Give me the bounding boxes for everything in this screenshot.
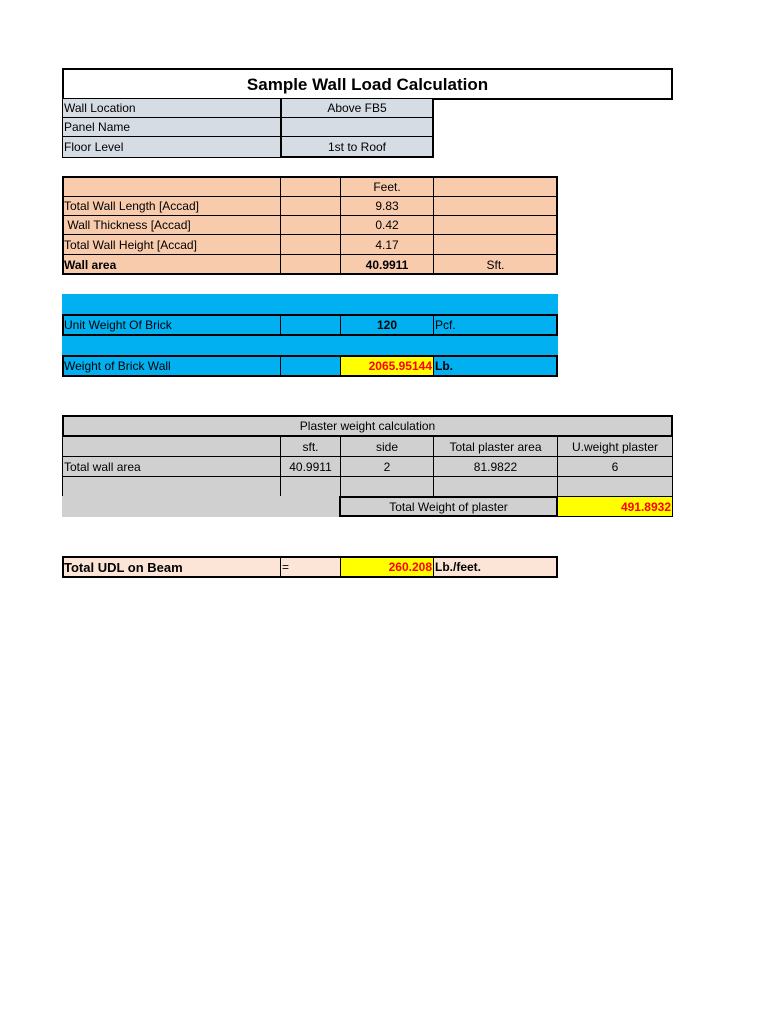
info-label-panel-name: Panel Name (62, 117, 281, 137)
plaster-header-unit-weight: U.weight plaster (557, 436, 673, 457)
plaster-empty-cell (433, 476, 558, 497)
udl-value: 260.208 (340, 556, 434, 578)
udl-label: Total UDL on Beam (62, 556, 281, 578)
dims-value-height[interactable]: 4.17 (340, 234, 434, 255)
udl-row-outline (62, 556, 558, 578)
dims-label-height: Total Wall Height [Accad] (62, 234, 281, 255)
plaster-total-band (62, 496, 341, 517)
brick-wall-weight-value: 2065.95144 (340, 355, 434, 377)
info-value-floor-level[interactable]: 1st to Roof (280, 136, 434, 158)
page-title: Sample Wall Load Calculation (62, 68, 673, 100)
brick-weight-row-outline (62, 355, 558, 377)
info-label-floor-level: Floor Level (62, 136, 281, 158)
info-value-wall-location[interactable]: Above FB5 (280, 98, 434, 118)
plaster-empty-cell (340, 476, 434, 497)
dims-value-length[interactable]: 9.83 (340, 196, 434, 216)
plaster-title: Plaster weight calculation (62, 415, 673, 437)
dims-area-label: Wall area (62, 254, 281, 275)
info-label-wall-location: Wall Location (62, 98, 281, 118)
plaster-row-side[interactable]: 2 (340, 456, 434, 477)
dims-area-unit: Sft. (433, 254, 558, 275)
dims-label-thickness: Wall Thickness [Accad] (62, 215, 281, 235)
plaster-row-unit-weight[interactable]: 6 (557, 456, 673, 477)
brick-unit-weight-unit: Pcf. (433, 314, 558, 336)
plaster-empty-cell (62, 476, 281, 497)
plaster-row-total-area: 81.9822 (433, 456, 558, 477)
plaster-header-side: side (340, 436, 434, 457)
plaster-row-label: Total wall area (62, 456, 281, 477)
dims-value-thickness[interactable]: 0.42 (340, 215, 434, 235)
brick-band-top (62, 294, 558, 314)
plaster-total-label: Total Weight of plaster (339, 496, 558, 517)
brick-band-middle (62, 336, 558, 356)
dims-area-value: 40.9911 (340, 254, 434, 275)
plaster-empty-cell (280, 476, 341, 497)
plaster-total-value: 491.8932 (557, 496, 673, 517)
plaster-header-total-area: Total plaster area (433, 436, 558, 457)
udl-equals: = (280, 556, 341, 578)
brick-wall-weight-label: Weight of Brick Wall (62, 355, 281, 377)
brick-unit-row-outline (62, 314, 558, 336)
dims-table-outline (62, 176, 558, 275)
dims-label-length: Total Wall Length [Accad] (62, 196, 281, 216)
plaster-header-blank (62, 436, 281, 457)
brick-unit-weight-value[interactable]: 120 (340, 314, 434, 336)
udl-unit: Lb./feet. (433, 556, 558, 578)
info-table-outline (280, 98, 434, 158)
plaster-empty-cell (557, 476, 673, 497)
brick-wall-weight-unit: Lb. (433, 355, 558, 377)
plaster-row-sft[interactable]: 40.9911 (280, 456, 341, 477)
plaster-header-sft: sft. (280, 436, 341, 457)
dims-unit-header: Feet. (340, 176, 434, 197)
brick-unit-weight-label: Unit Weight Of Brick (62, 314, 281, 336)
